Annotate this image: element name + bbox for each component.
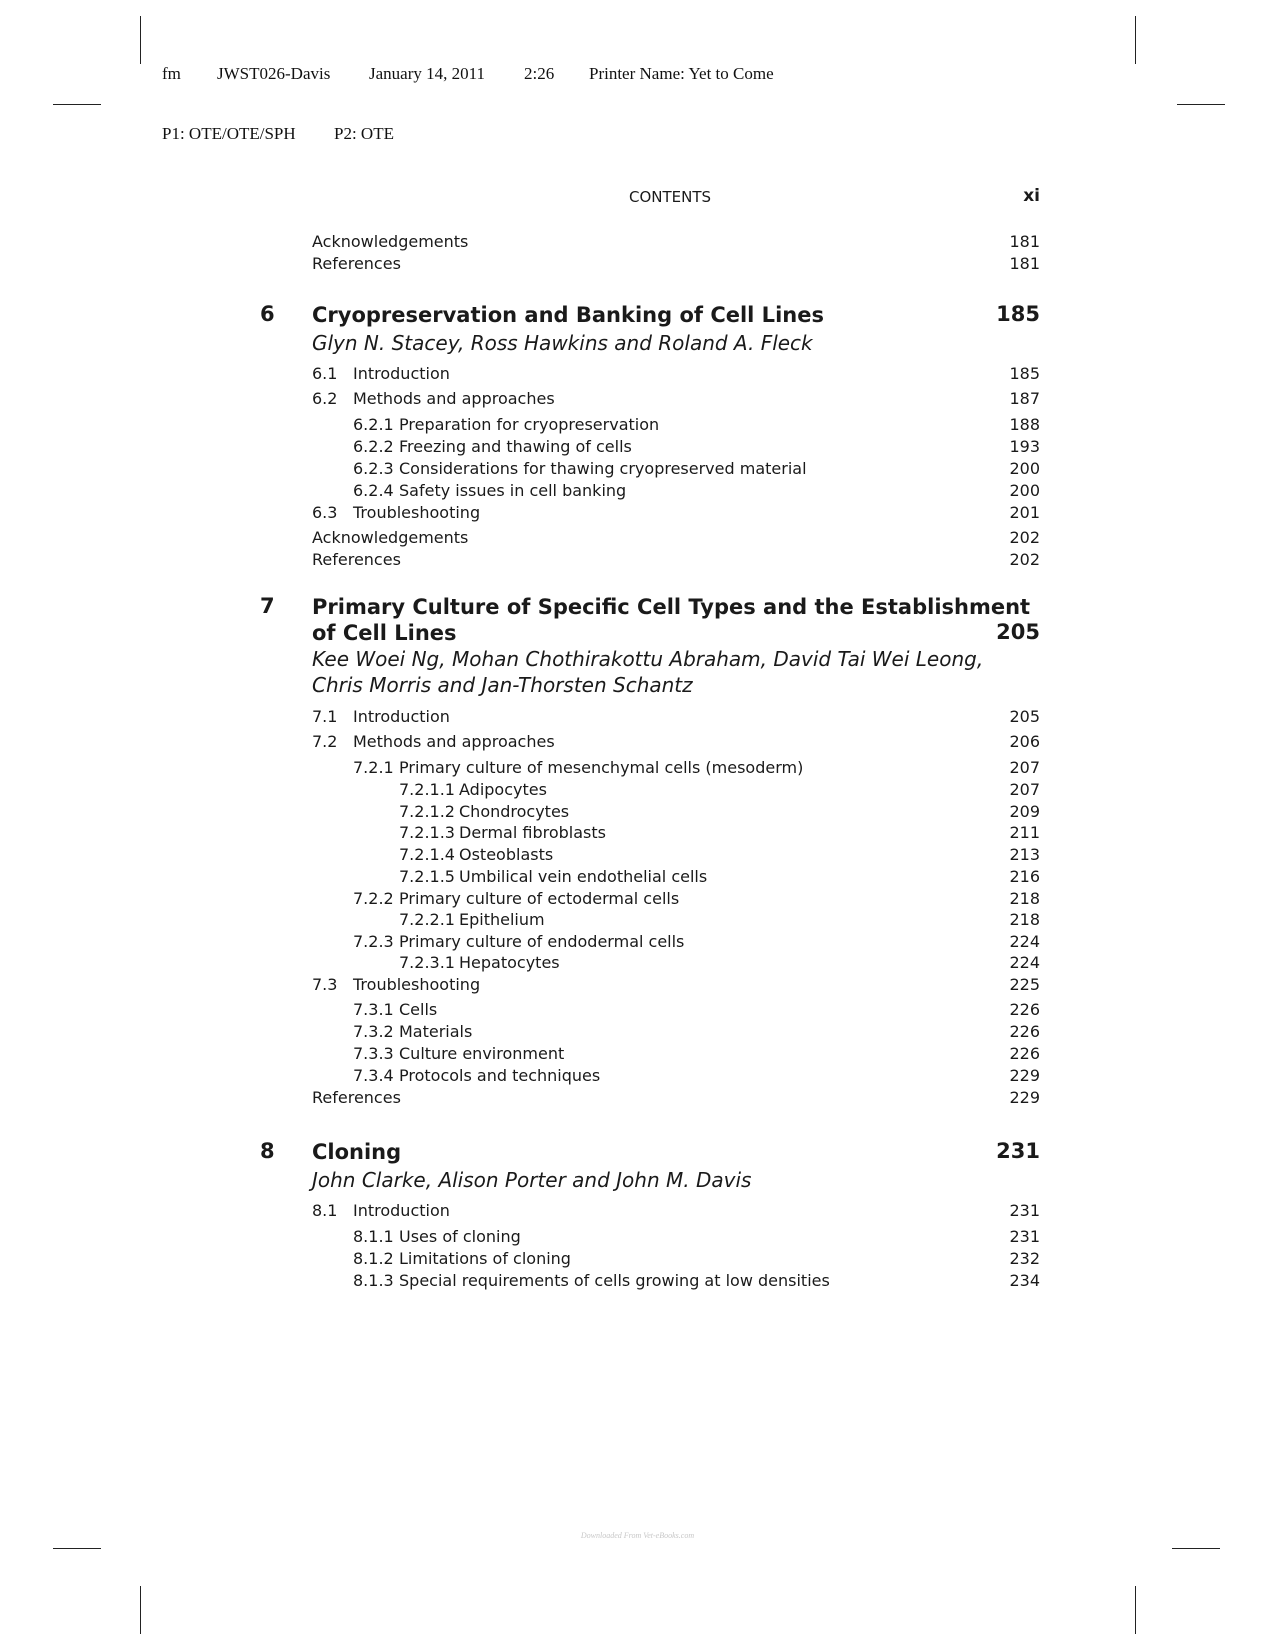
section-number: 8.1.2 bbox=[353, 1249, 394, 1268]
page-number: 226 bbox=[1009, 1000, 1040, 1019]
section-number: 7.3.4 bbox=[353, 1066, 394, 1085]
section-title: Introduction bbox=[353, 1201, 450, 1220]
section-title: Acknowledgements bbox=[312, 232, 469, 251]
section-number: 7.3 bbox=[312, 975, 338, 994]
section-title: References bbox=[312, 254, 401, 273]
section-title: Safety issues in cell banking bbox=[399, 481, 627, 500]
page-number: 234 bbox=[1009, 1271, 1040, 1290]
section-number: 7.2.1.3 bbox=[399, 823, 455, 842]
chapter-page-number: 231 bbox=[996, 1139, 1040, 1163]
toc-entry bbox=[260, 232, 1040, 254]
toc-entry bbox=[260, 415, 1040, 437]
chapter-title: of Cell Lines bbox=[312, 621, 457, 645]
page-folio: xi bbox=[1023, 186, 1040, 206]
section-number: 7.2.1 bbox=[353, 758, 394, 777]
section-title: Primary culture of mesenchymal cells (mesoderm) bbox=[399, 758, 804, 777]
toc-entry bbox=[260, 732, 1040, 754]
page-number: 185 bbox=[1009, 364, 1040, 383]
toc-entry bbox=[260, 254, 1040, 276]
page-number: 202 bbox=[1009, 528, 1040, 547]
section-title: Considerations for thawing cryopreserved material bbox=[399, 459, 807, 478]
section-number: 7.2.1.4 bbox=[399, 845, 455, 864]
toc-entry bbox=[260, 437, 1040, 459]
section-number: 6.1 bbox=[312, 364, 338, 383]
page-number: 213 bbox=[1009, 845, 1040, 864]
chapter-page-number: 185 bbox=[996, 302, 1040, 326]
section-number: 8.1.3 bbox=[353, 1271, 394, 1290]
section-number: 7.2 bbox=[312, 732, 338, 751]
page-number: 202 bbox=[1009, 550, 1040, 569]
slug-p2: P2: OTE bbox=[334, 124, 394, 143]
chapter-authors: John Clarke, Alison Porter and John M. Davis bbox=[312, 1168, 752, 1192]
page-number: 224 bbox=[1009, 953, 1040, 972]
toc-entry bbox=[260, 1201, 1040, 1223]
table-of-contents bbox=[260, 0, 1040, 1400]
slug-job: JWST026-Davis bbox=[217, 64, 331, 83]
page-number: 187 bbox=[1009, 389, 1040, 408]
toc-entry bbox=[260, 758, 1040, 780]
chapter-title: Primary Culture of Specific Cell Types and the Establishment bbox=[312, 595, 1031, 619]
toc-entry bbox=[260, 1044, 1040, 1066]
page-number: 225 bbox=[1009, 975, 1040, 994]
page-number: 231 bbox=[1009, 1201, 1040, 1220]
page-number: 205 bbox=[1009, 707, 1040, 726]
slug-printer: Printer Name: Yet to Come bbox=[589, 64, 774, 83]
chapter-authors: Glyn N. Stacey, Ross Hawkins and Roland A. Fleck bbox=[312, 331, 813, 355]
section-title: Uses of cloning bbox=[399, 1227, 521, 1246]
section-number: 6.3 bbox=[312, 503, 338, 522]
section-number: 6.2 bbox=[312, 389, 338, 408]
page-number: 201 bbox=[1009, 503, 1040, 522]
page-number: 229 bbox=[1009, 1088, 1040, 1107]
chapter-number: 6 bbox=[260, 302, 275, 326]
section-title: References bbox=[312, 550, 401, 569]
toc-entry bbox=[260, 867, 1040, 889]
section-number: 7.2.2 bbox=[353, 889, 394, 908]
section-title: Hepatocytes bbox=[459, 953, 560, 972]
section-title: Methods and approaches bbox=[353, 732, 555, 751]
section-number: 7.2.3 bbox=[353, 932, 394, 951]
chapter-number: 7 bbox=[260, 594, 275, 618]
section-number: 7.3.2 bbox=[353, 1022, 394, 1041]
page-number: 216 bbox=[1009, 867, 1040, 886]
section-title: Special requirements of cells growing at low densities bbox=[399, 1271, 830, 1290]
crop-mark bbox=[1172, 1548, 1220, 1549]
toc-entry bbox=[260, 975, 1040, 997]
page-number: 207 bbox=[1009, 758, 1040, 777]
toc-entry bbox=[260, 1000, 1040, 1022]
chapter-authors: Kee Woei Ng, Mohan Chothirakottu Abraham, David Tai Wei Leong, bbox=[312, 647, 984, 671]
section-title: Freezing and thawing of cells bbox=[399, 437, 632, 456]
toc-entry bbox=[260, 550, 1040, 572]
toc-entry bbox=[260, 845, 1040, 867]
section-number: 7.2.2.1 bbox=[399, 910, 455, 929]
slug-code: fm bbox=[162, 64, 181, 83]
toc-entry bbox=[260, 823, 1040, 845]
watermark: Downloaded From Vet-eBooks.com bbox=[580, 1531, 695, 1540]
toc-entry bbox=[260, 707, 1040, 729]
chapter-title: Cloning bbox=[312, 1140, 402, 1164]
toc-entry bbox=[260, 953, 1040, 975]
section-number: 7.1 bbox=[312, 707, 338, 726]
section-title: Materials bbox=[399, 1022, 473, 1041]
section-title: Culture environment bbox=[399, 1044, 565, 1063]
page-number: 231 bbox=[1009, 1227, 1040, 1246]
chapter-title: Cryopreservation and Banking of Cell Lines bbox=[312, 303, 824, 327]
page-number: 181 bbox=[1009, 254, 1040, 273]
page-number: 207 bbox=[1009, 780, 1040, 799]
section-title: Cells bbox=[399, 1000, 438, 1019]
section-number: 7.2.3.1 bbox=[399, 953, 455, 972]
toc-entry bbox=[260, 1271, 1040, 1293]
section-title: Introduction bbox=[353, 707, 450, 726]
crop-mark bbox=[53, 104, 101, 105]
toc-entry bbox=[260, 1249, 1040, 1271]
section-number: 7.2.1.1 bbox=[399, 780, 455, 799]
section-title: Preparation for cryopreservation bbox=[399, 415, 660, 434]
section-title: Limitations of cloning bbox=[399, 1249, 571, 1268]
page-number: 200 bbox=[1009, 481, 1040, 500]
toc-entry bbox=[260, 389, 1040, 411]
toc-entry bbox=[260, 802, 1040, 824]
toc-entry bbox=[260, 364, 1040, 386]
toc-entry bbox=[260, 459, 1040, 481]
section-number: 6.2.2 bbox=[353, 437, 394, 456]
page-number: 224 bbox=[1009, 932, 1040, 951]
section-number: 7.2.1.2 bbox=[399, 802, 455, 821]
slug-time: 2:26 bbox=[524, 64, 555, 83]
section-number: 6.2.4 bbox=[353, 481, 394, 500]
toc-entry bbox=[260, 889, 1040, 911]
chapter-authors: Chris Morris and Jan-Thorsten Schantz bbox=[312, 673, 693, 697]
section-number: 6.2.1 bbox=[353, 415, 394, 434]
crop-mark bbox=[1135, 1586, 1136, 1634]
page-number: 226 bbox=[1009, 1022, 1040, 1041]
toc-entry bbox=[260, 1022, 1040, 1044]
section-title: Primary culture of endodermal cells bbox=[399, 932, 685, 951]
section-number: 8.1.1 bbox=[353, 1227, 394, 1246]
section-title: Epithelium bbox=[459, 910, 545, 929]
chapter-number: 8 bbox=[260, 1139, 275, 1163]
page-number: 232 bbox=[1009, 1249, 1040, 1268]
page-number: 181 bbox=[1009, 232, 1040, 251]
toc-entry bbox=[260, 932, 1040, 954]
running-head-title: CONTENTS bbox=[628, 188, 712, 206]
slug-p1: P1: OTE/OTE/SPH bbox=[162, 124, 296, 143]
section-title: Troubleshooting bbox=[353, 975, 481, 994]
page-number: 218 bbox=[1009, 910, 1040, 929]
toc-entry bbox=[260, 481, 1040, 503]
slug-date: January 14, 2011 bbox=[369, 64, 485, 83]
toc-entry bbox=[260, 1066, 1040, 1088]
section-number: 7.2.1.5 bbox=[399, 867, 455, 886]
section-title: Protocols and techniques bbox=[399, 1066, 601, 1085]
toc-entry bbox=[260, 780, 1040, 802]
section-number: 7.3.1 bbox=[353, 1000, 394, 1019]
page-number: 206 bbox=[1009, 732, 1040, 751]
crop-mark bbox=[53, 1548, 101, 1549]
section-title: Dermal fibroblasts bbox=[459, 823, 606, 842]
section-number: 6.2.3 bbox=[353, 459, 394, 478]
page-number: 188 bbox=[1009, 415, 1040, 434]
page-number: 218 bbox=[1009, 889, 1040, 908]
crop-mark bbox=[1177, 104, 1225, 105]
page-number: 226 bbox=[1009, 1044, 1040, 1063]
crop-mark bbox=[140, 16, 141, 64]
section-title: Chondrocytes bbox=[459, 802, 570, 821]
page-number: 209 bbox=[1009, 802, 1040, 821]
toc-entry bbox=[260, 1227, 1040, 1249]
section-title: Primary culture of ectodermal cells bbox=[399, 889, 680, 908]
section-title: Umbilical vein endothelial cells bbox=[459, 867, 708, 886]
section-title: Acknowledgements bbox=[312, 528, 469, 547]
page-number: 200 bbox=[1009, 459, 1040, 478]
section-title: Introduction bbox=[353, 364, 450, 383]
section-title: Methods and approaches bbox=[353, 389, 555, 408]
page-number: 211 bbox=[1009, 823, 1040, 842]
section-title: Osteoblasts bbox=[459, 845, 554, 864]
section-number: 8.1 bbox=[312, 1201, 338, 1220]
toc-entry bbox=[260, 503, 1040, 525]
section-number: 7.3.3 bbox=[353, 1044, 394, 1063]
page-number: 229 bbox=[1009, 1066, 1040, 1085]
crop-mark bbox=[140, 1586, 141, 1634]
toc-entry bbox=[260, 910, 1040, 932]
page-number: 193 bbox=[1009, 437, 1040, 456]
toc-entry bbox=[260, 528, 1040, 550]
toc-entry bbox=[260, 1088, 1040, 1110]
crop-mark bbox=[1135, 16, 1136, 64]
chapter-page-number: 205 bbox=[996, 620, 1040, 644]
section-title: Troubleshooting bbox=[353, 503, 481, 522]
section-title: References bbox=[312, 1088, 401, 1107]
section-title: Adipocytes bbox=[459, 780, 547, 799]
